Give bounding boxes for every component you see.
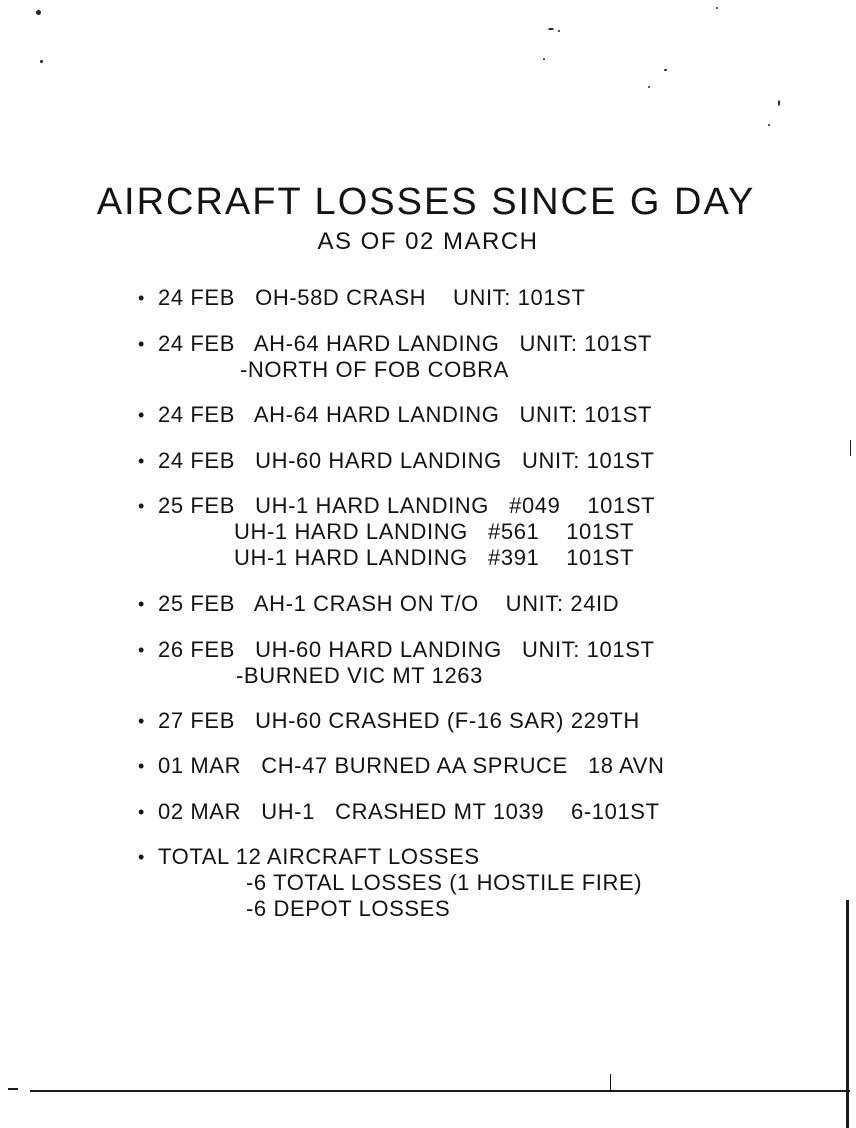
entry-text: 24 FEB OH-58D CRASH UNIT: 101ST xyxy=(158,285,586,310)
list-item xyxy=(138,753,758,779)
document-title: AIRCRAFT LOSSES SINCE G DAY xyxy=(96,181,756,223)
scan-speck xyxy=(548,28,554,30)
entry-detail: UH-1 HARD LANDING #561 101ST xyxy=(234,519,635,544)
margin-dash xyxy=(8,1088,18,1090)
entry-text: TOTAL 12 AIRCRAFT LOSSES xyxy=(158,844,480,869)
scan-speck xyxy=(778,100,780,106)
scan-speck xyxy=(664,69,667,71)
entry-detail: -NORTH OF FOB COBRA xyxy=(240,357,509,382)
scan-speck xyxy=(558,30,560,32)
entry-detail: -6 TOTAL LOSSES (1 HOSTILE FIRE) xyxy=(246,870,643,895)
bullet-icon: • xyxy=(138,496,145,516)
scan-speck xyxy=(36,10,41,15)
list-item xyxy=(138,844,758,870)
bullet-icon: • xyxy=(138,640,145,660)
bullet-icon: • xyxy=(138,405,145,425)
scan-speck xyxy=(543,58,545,60)
bottom-rule xyxy=(30,1090,850,1092)
entry-text: 24 FEB AH-64 HARD LANDING UNIT: 101ST xyxy=(158,402,653,427)
entry-detail: UH-1 HARD LANDING #391 101ST xyxy=(234,545,635,570)
bullet-icon: • xyxy=(138,847,145,867)
list-item xyxy=(138,285,758,311)
rule-tick-mark xyxy=(610,1074,611,1090)
list-item xyxy=(138,493,758,519)
list-item xyxy=(138,637,758,663)
bullet-icon: • xyxy=(138,756,145,776)
entry-text: 25 FEB AH-1 CRASH ON T/O UNIT: 24ID xyxy=(158,591,620,616)
page-edge-line xyxy=(846,900,849,1128)
entry-text: 24 FEB UH-60 HARD LANDING UNIT: 101ST xyxy=(158,448,655,473)
list-item xyxy=(138,799,758,825)
scan-speck xyxy=(768,124,770,126)
bullet-icon: • xyxy=(138,451,145,471)
entry-text: 25 FEB UH-1 HARD LANDING #049 101ST xyxy=(158,493,656,518)
scan-speck xyxy=(716,7,718,9)
bullet-icon: • xyxy=(138,334,145,354)
entry-text: 24 FEB AH-64 HARD LANDING UNIT: 101ST xyxy=(158,331,653,356)
list-item xyxy=(138,402,758,428)
bullet-icon: • xyxy=(138,594,145,614)
list-item xyxy=(138,708,758,734)
entry-detail: -BURNED VIC MT 1263 xyxy=(236,663,483,688)
entry-text: 02 MAR UH-1 CRASHED MT 1039 6-101ST xyxy=(158,799,660,824)
bullet-icon: • xyxy=(138,711,145,731)
entry-text: 27 FEB UH-60 CRASHED (F-16 SAR) 229TH xyxy=(158,708,640,733)
document-subtitle: AS OF 02 MARCH xyxy=(317,228,539,255)
entry-text: 01 MAR CH-47 BURNED AA SPRUCE 18 AVN xyxy=(158,753,665,778)
entry-detail: -6 DEPOT LOSSES xyxy=(246,896,451,921)
bullet-icon: • xyxy=(138,288,145,308)
scan-speck xyxy=(40,60,43,63)
list-item xyxy=(138,591,758,617)
list-item xyxy=(138,331,758,357)
entry-text: 26 FEB UH-60 HARD LANDING UNIT: 101ST xyxy=(158,637,655,662)
bullet-icon: • xyxy=(138,802,145,822)
scan-speck xyxy=(850,440,851,456)
list-item xyxy=(138,448,758,474)
scan-speck xyxy=(648,86,650,88)
